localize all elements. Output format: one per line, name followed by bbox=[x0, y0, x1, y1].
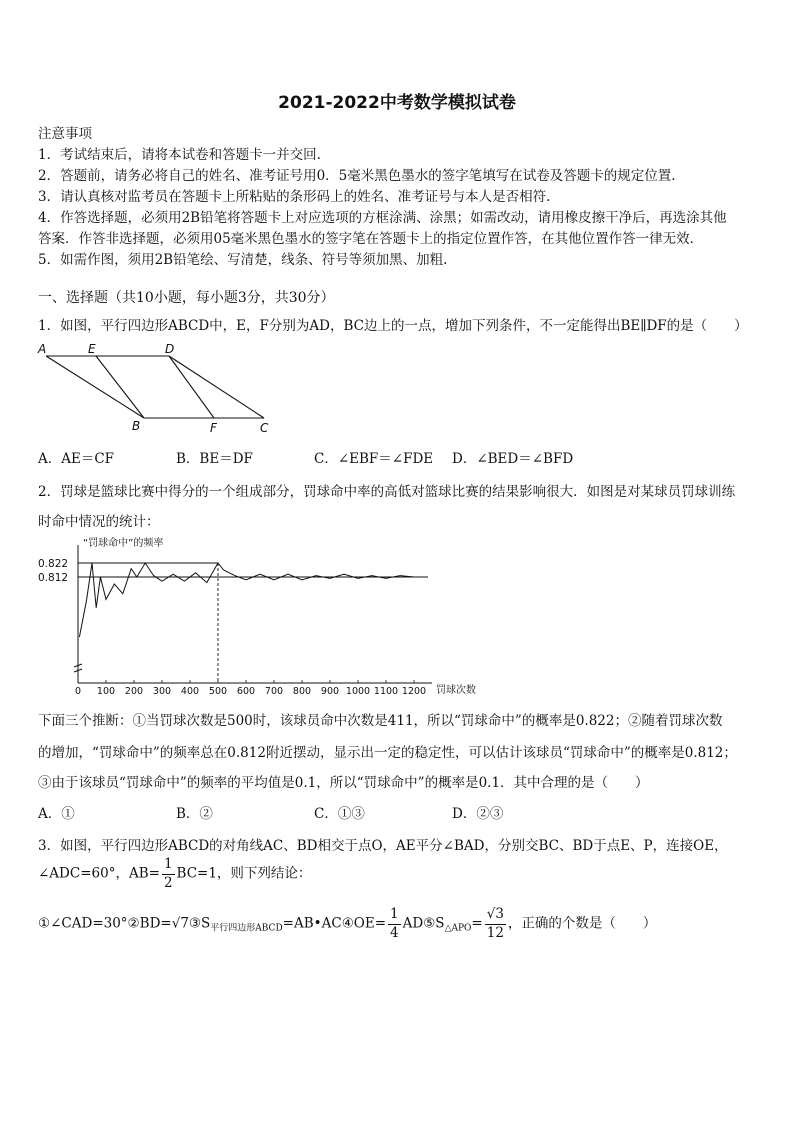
sqrt-seven: √7 bbox=[171, 915, 189, 932]
q3-stem-line1: 3．如图，平行四边形ABCD的对角线AC、BD相交于点O，AE平分∠BAD，分别交BC、BD于点E、P，连接OE， bbox=[38, 838, 728, 854]
x-tick-label: 1000 bbox=[345, 686, 371, 697]
q1-options bbox=[38, 447, 758, 467]
notice-item-2: 2．答题前，请务必将自己的姓名、准考证号用0．5毫米黑色墨水的签字笔填写在试卷及答题卡的规定位置. bbox=[38, 168, 676, 184]
q2-option-c[interactable]: C．①③ bbox=[314, 806, 365, 822]
segment-be bbox=[96, 356, 144, 418]
label-f: F bbox=[210, 421, 217, 435]
fraction-one-quarter bbox=[388, 908, 401, 940]
frequency-series-line bbox=[79, 563, 422, 637]
fraction-numerator: 1 bbox=[162, 858, 175, 875]
q3-stem-line2 bbox=[38, 858, 311, 890]
q2-option-b[interactable]: B．② bbox=[176, 806, 213, 822]
notice-item-4: 4．作答选择题，必须用2B铅笔将答题卡上对应选项的方框涂满、涂黑；如需改动，请用橡皮擦干净后，再选涂其他 bbox=[38, 210, 727, 226]
q2-option-a[interactable]: A．① bbox=[38, 806, 75, 822]
free-throw-frequency-chart bbox=[36, 535, 496, 700]
equals-sign: = bbox=[471, 915, 483, 932]
y-tick-label: 0.822 bbox=[38, 558, 69, 570]
q1-option-d[interactable]: D．∠BED＝∠BFD bbox=[452, 451, 574, 467]
q2-paragraph-2: 的增加，“罚球命中”的频率总在0.812附近摆动，显示出一定的稳定性，可以估计该球员“罚球命中”的概率是0.812； bbox=[38, 745, 737, 761]
notice-item-1: 1．考试结束后，请将本试卷和答题卡一并交回. bbox=[38, 147, 321, 163]
fraction-numerator: √3 bbox=[485, 908, 506, 925]
q3-condition-tail: BC=1，则下列结论： bbox=[176, 865, 312, 882]
y-axis-label: “罚球命中”的频率 bbox=[83, 538, 164, 549]
fraction-denominator: 2 bbox=[163, 874, 173, 891]
x-tick-label: 500 bbox=[208, 686, 228, 697]
y-tick-label: 0.812 bbox=[38, 572, 69, 584]
q2-stem-line1: 2．罚球是篮球比赛中得分的一个组成部分，罚球命中率的高低对篮球比赛的结果影响很大．如图是对某球员罚球训练 bbox=[38, 484, 736, 500]
x-tick-label: 1100 bbox=[373, 686, 399, 697]
fraction-denominator: 4 bbox=[390, 924, 399, 941]
q3-conclusion-3-4: =AB•AC④OE= bbox=[282, 915, 387, 932]
x-tick-label: 700 bbox=[264, 686, 284, 697]
fraction-denominator: 12 bbox=[486, 924, 504, 941]
label-d: D bbox=[165, 342, 175, 356]
x-tick-label: 0 bbox=[74, 686, 82, 697]
q3-condition-text: ∠ADC=60°，AB= bbox=[38, 865, 160, 882]
segment-df bbox=[169, 356, 214, 418]
fraction-one-half bbox=[162, 858, 175, 890]
q1-option-a[interactable]: A．AE＝CF bbox=[38, 451, 115, 467]
label-a: A bbox=[38, 342, 47, 356]
q1-option-c[interactable]: C．∠EBF＝∠FDE bbox=[314, 451, 434, 467]
label-b: B bbox=[132, 419, 141, 433]
q2-option-d[interactable]: D．②③ bbox=[452, 806, 504, 822]
q1-option-b[interactable]: B．BE＝DF bbox=[176, 451, 253, 467]
notice-heading: 注意事项 bbox=[38, 126, 92, 142]
notice-item-4-cont: 答案．作答非选择题，必须用05毫米黑色墨水的签字笔在答题卡上的指定位置作答，在其他位置作答一律无效． bbox=[38, 231, 704, 247]
q3-conclusion-1-2: ①∠CAD=30°②BD= bbox=[38, 915, 172, 932]
segment-dc bbox=[169, 356, 264, 418]
section-heading: 一、选择题（共10小题，每小题3分，共30分） bbox=[38, 290, 335, 306]
q3-conclusion-4-5: AD⑤S bbox=[402, 915, 445, 932]
q3-conclusions bbox=[38, 908, 656, 940]
segment-ab bbox=[46, 356, 144, 418]
x-tick-label: 900 bbox=[320, 686, 340, 697]
label-c: C bbox=[260, 421, 269, 435]
x-tick-label: 300 bbox=[152, 686, 172, 697]
fraction-numerator: 1 bbox=[388, 908, 401, 925]
fraction-sqrt3-over-12 bbox=[485, 908, 506, 940]
q1-parallelogram-figure bbox=[36, 340, 286, 435]
notice-item-3: 3．请认真核对监考员在答题卡上所粘贴的条形码上的姓名、准考证号与本人是否相符. bbox=[38, 189, 551, 205]
notice-item-5: 5．如需作图，须用2B铅笔绘、写清楚，线条、符号等须加黑、加粗. bbox=[38, 252, 448, 268]
x-tick-label: 200 bbox=[124, 686, 144, 697]
label-e: E bbox=[88, 342, 96, 356]
triangle-apo-subscript: △APO bbox=[444, 923, 472, 934]
q2-paragraph-1: 下面三个推断：①当罚球次数是500时，该球员命中次数是411，所以“罚球命中”的概率是0.822；②随着罚球次数 bbox=[38, 713, 723, 729]
x-tick-label: 1200 bbox=[401, 686, 427, 697]
q3-question-tail: ，正确的个数是（ ） bbox=[507, 915, 657, 932]
q1-stem: 1．如图，平行四边形ABCD中，E，F分别为AD，BC边上的一点，增加下列条件，不一定能得出BE∥DF的是（ ） bbox=[38, 318, 748, 334]
q3-conclusion-3: ③S bbox=[188, 915, 211, 932]
parallelogram-subscript: 平行四边形ABCD bbox=[210, 923, 283, 934]
x-tick-label: 400 bbox=[180, 686, 200, 697]
x-tick-label: 800 bbox=[292, 686, 312, 697]
q2-paragraph-3: ③由于该球员“罚球命中”的频率的平均值是0.1，所以“罚球命中”的概率是0.1．其中合理的是（ ） bbox=[38, 775, 649, 791]
x-tick-label: 600 bbox=[236, 686, 256, 697]
x-axis-label: 罚球次数 bbox=[436, 685, 476, 696]
x-tick-label: 100 bbox=[96, 686, 116, 697]
q2-stem-line2: 时命中情况的统计： bbox=[38, 514, 160, 530]
page-title: 2021-2022中考数学模拟试卷 bbox=[278, 93, 516, 113]
q2-options bbox=[38, 802, 758, 822]
